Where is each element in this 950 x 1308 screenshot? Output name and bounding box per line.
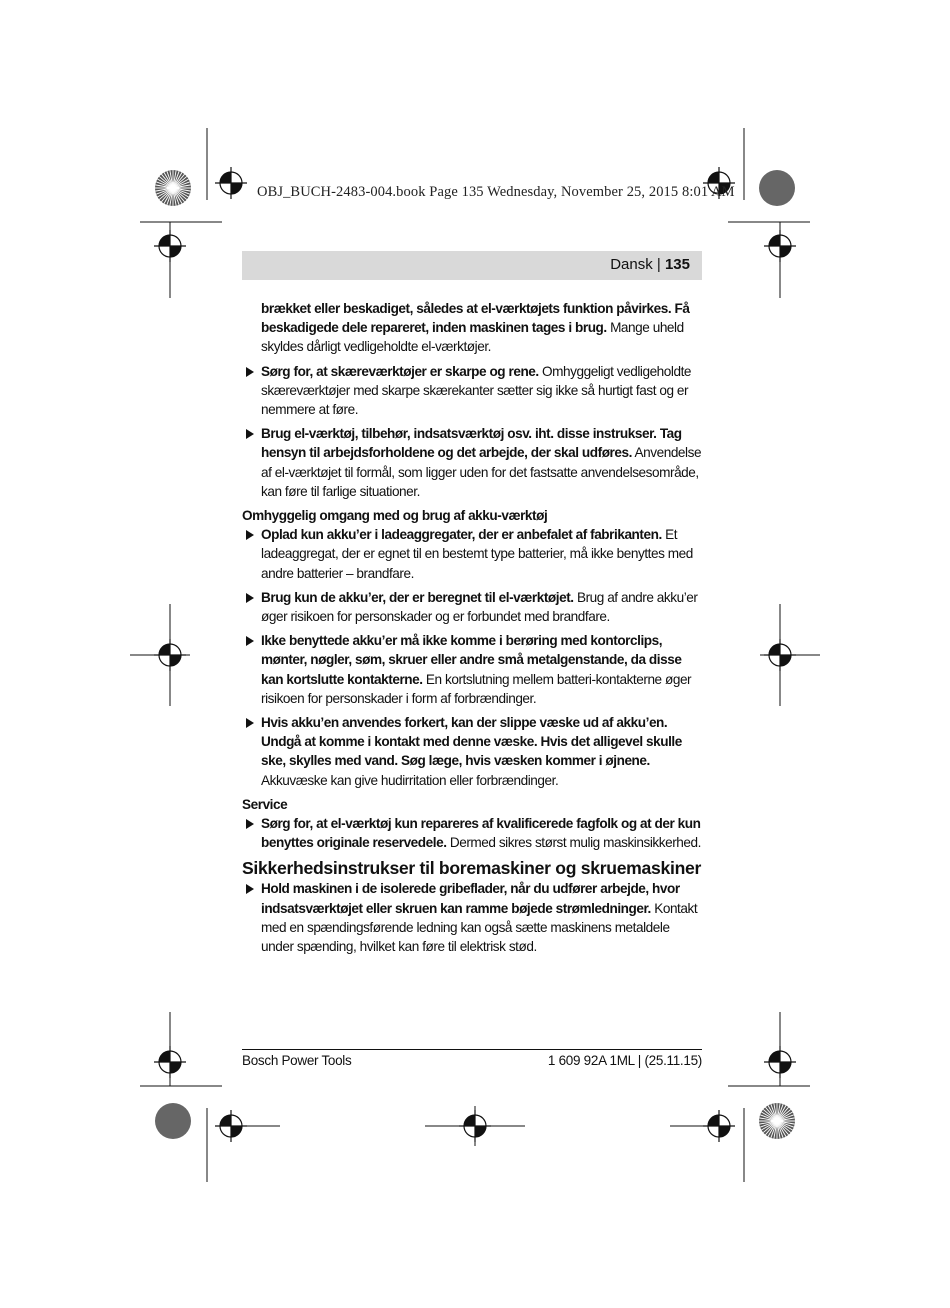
item-text: Dermed sikres størst mulig maskinsikkerhed. bbox=[446, 835, 701, 851]
header-page-number: 135 bbox=[664, 256, 690, 273]
item-text: Akkuvæske kan give hudirritation eller forbrændinger. bbox=[261, 772, 559, 788]
bullet-triangle-icon bbox=[246, 819, 254, 829]
item-text: Kontakt med en spændingsførende ledning kan også sætte maskinens metaldele under spænding, hvilket kan føre til elektrisk stød. bbox=[261, 900, 698, 955]
list-item bbox=[242, 588, 704, 626]
item-text: Brug af andre akku’er øger risikoen for personskader og er forbundet med brandfare. bbox=[261, 589, 698, 625]
item-bold: Oplad kun akku’er i ladeaggregater, der er anbefalet af fabrikanten. bbox=[261, 527, 662, 543]
footer-brand: Bosch Power Tools bbox=[242, 1053, 352, 1068]
item-text: Anvendelse af el-værktøjet til formål, som ligger uden for det fastsatte anvendelsesområde, kan føre til farlige situationer. bbox=[261, 445, 702, 499]
intro-paragraph bbox=[242, 299, 704, 357]
section-heading-drills: Sikkerhedsinstrukser til boremaskiner og skruemaskiner bbox=[242, 858, 702, 879]
list-item bbox=[242, 631, 704, 708]
item-bold: Brug el-værktøj, tilbehør, indsatsværktøj osv. iht. disse instrukser. Tag hensyn til arbejdsforholdene og det arbejde, der skal udføres. bbox=[261, 426, 682, 461]
bullet-triangle-icon bbox=[246, 593, 254, 603]
item-bold: Sørg for, at el-værktøj kun repareres af kvalificerede fagfolk og at der kun benyttes originale reservedele. bbox=[261, 816, 701, 851]
list-item bbox=[242, 525, 704, 583]
section-heading-service: Service bbox=[242, 796, 288, 812]
section-heading-battery: Omhyggelig omgang med og brug af akku-værktøj bbox=[242, 508, 548, 524]
item-bold: Hold maskinen i de isolerede gribeflader, når du udfører arbejde, hvor indsatsværktøjet eller skruen kan ramme bøjede strømledninger. bbox=[261, 881, 680, 916]
bullet-triangle-icon bbox=[246, 367, 254, 377]
bullet-triangle-icon bbox=[246, 884, 254, 894]
item-bold: Hvis akku’en anvendes forkert, kan der slippe væske ud af akku’en. Undgå at komme i kontakt med denne væske. Hvis det alligevel skulle ske, skylles med vand. Søg læge, hvis væsken kommer i øjnene. bbox=[261, 715, 682, 769]
item-bold: Sørg for, at skæreværktøjer er skarpe og rene. bbox=[261, 363, 539, 379]
item-bold: Ikke benyttede akku’er må ikke komme i berøring med kontorclips, mønter, nøgler, søm, skruer eller andre små metalgenstande, da disse kan kortslutte kontakterne. bbox=[261, 633, 682, 687]
page-content bbox=[242, 299, 704, 961]
header-separator: | bbox=[656, 256, 661, 273]
list-item bbox=[242, 424, 704, 501]
footer-doc-number: 1 609 92A 1ML | (25.11.15) bbox=[547, 1053, 702, 1068]
bullet-triangle-icon bbox=[246, 636, 254, 646]
bullet-triangle-icon bbox=[246, 718, 254, 728]
item-bold: Brug kun de akku’er, der er beregnet til el-værktøjet. bbox=[261, 589, 574, 605]
list-item bbox=[242, 362, 704, 420]
header-language: Dansk bbox=[610, 256, 653, 273]
list-item bbox=[242, 814, 704, 852]
item-text: Omhyggeligt vedligeholdte skæreværktøjer med skarpe skærekanter sætter sig ikke så hurtigt fast og er nemmere at føre. bbox=[261, 363, 692, 418]
intro-text: Mange uheld skyldes dårligt vedligeholdte el-værktøjer. bbox=[261, 320, 684, 355]
intro-bold: brækket eller beskadiget, således at el-værktøjets funktion påvirkes. Få beskadigede dele repareret, inden maskinen tages i brug. bbox=[261, 301, 690, 336]
bullet-triangle-icon bbox=[246, 429, 254, 439]
bullet-triangle-icon bbox=[246, 530, 254, 540]
item-text: En kortslutning mellem batteri-kontakterne øger risikoen for personskader i form af forbrændinger. bbox=[261, 671, 692, 706]
item-text: Et ladeaggregat, der er egnet til en bestemt type batterier, må ikke benyttes med andre batterier – brandfare. bbox=[261, 527, 693, 581]
footer-rule bbox=[242, 1049, 702, 1050]
print-slug-line: OBJ_BUCH-2483-004.book Page 135 Wednesday, November 25, 2015 8:01 AM bbox=[257, 184, 735, 200]
list-item bbox=[242, 879, 704, 956]
page-header-bar bbox=[242, 251, 702, 280]
list-item bbox=[242, 713, 704, 790]
page-header-text bbox=[610, 256, 690, 273]
